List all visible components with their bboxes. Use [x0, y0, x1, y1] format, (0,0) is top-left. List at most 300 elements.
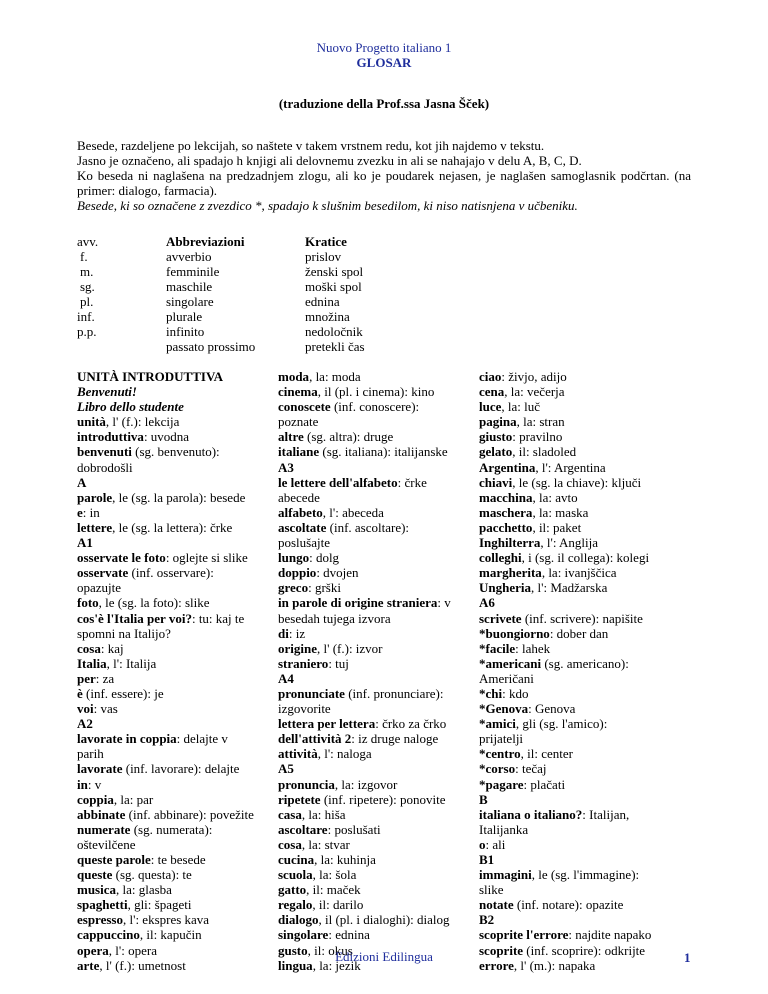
glossary-entry — [278, 686, 468, 701]
entry-translation: (inf. notare): opazite — [513, 897, 624, 913]
glossary-entry: opazujte — [77, 580, 122, 596]
entry-translation: , la: par — [113, 791, 154, 807]
entry-translation: , gli (sg. l'amico): — [515, 716, 608, 732]
entry-translation: , il: paket — [532, 519, 582, 535]
entry-headword: lavorate — [77, 761, 123, 777]
entry-headword: o — [479, 836, 486, 852]
glossary-entry: B2 — [479, 912, 495, 928]
glossary-entry: poslušajte — [278, 535, 330, 551]
entry-translation: : črke — [397, 474, 427, 490]
glossary-entry — [479, 565, 669, 580]
entry-translation: : tu: kaj te — [191, 610, 245, 626]
entry-translation: , l' (f.): umetnost — [99, 957, 186, 973]
abbreviation-cell: m. — [80, 264, 94, 279]
entry-translation: (inf. scrivere): napišite — [521, 610, 643, 626]
entry-translation: , l': Italija — [106, 655, 157, 671]
glossary-entry — [479, 716, 669, 731]
glossary-entry: spomni na Italijo? — [77, 625, 171, 641]
entry-translation: , l': Anglija — [540, 535, 598, 551]
glossary-entry — [77, 761, 267, 776]
abbreviation-italian-column — [166, 234, 255, 354]
entry-translation: (sg. questa): te — [112, 867, 192, 883]
abbreviation-cell: singolare — [166, 294, 214, 309]
entry-headword: origine — [278, 640, 317, 656]
entry-translation: , l': abeceda — [322, 504, 384, 520]
glossary-entry — [479, 550, 669, 565]
entry-headword: *buongiorno — [479, 625, 550, 641]
kratice-header: Kratice — [305, 234, 347, 249]
entry-headword: gatto — [278, 882, 307, 898]
entry-headword: lettera per lettera — [278, 716, 376, 732]
glossary-entry — [479, 641, 669, 656]
glossary-entry: A5 — [278, 761, 294, 777]
entry-translation: : pravilno — [512, 429, 563, 445]
entry-translation: : iz druge naloge — [351, 731, 439, 747]
glossary-entry: B1 — [479, 852, 495, 867]
entry-translation: : za — [95, 670, 115, 686]
entry-translation: , la: stran — [516, 414, 565, 430]
entry-headword: casa — [278, 806, 302, 822]
abbreviation-cell: nedoločnik — [305, 324, 363, 339]
entry-headword: osservate le foto — [77, 550, 166, 566]
glossary-entry — [479, 535, 669, 550]
abbreviation-slovene-column — [305, 234, 365, 354]
entry-translation: , il: sladoled — [512, 444, 577, 460]
abbreviation-cell: pretekli čas — [305, 339, 365, 354]
entry-headword: luce — [479, 399, 502, 415]
abbreviation-cell: femminile — [166, 264, 220, 279]
glossary-entry — [77, 701, 267, 716]
entry-headword: Argentina — [479, 459, 536, 475]
intro-line: Ko beseda ni naglašena na predzadnjem zlogu, ali ko je poudarek nejasen, je naglašen samoglasnik podčrtan. (na primer: dialogo, farmacia). — [77, 168, 691, 198]
entry-headword: numerate — [77, 821, 131, 837]
abbreviation-cell: prislov — [305, 249, 342, 264]
entry-headword: queste — [77, 867, 113, 883]
entry-translation: (inf. ascoltare): — [326, 519, 410, 535]
entry-translation: (sg. altra): druge — [303, 429, 394, 445]
glossary-entry — [278, 641, 468, 656]
entry-translation: : in — [82, 504, 100, 520]
entry-headword: opera — [77, 942, 109, 958]
glossary-entry — [479, 520, 669, 535]
glossary-entry — [77, 927, 267, 942]
abbreviation-cell: ednina — [305, 294, 340, 309]
abbreviation-cell: avverbio — [166, 249, 212, 264]
entry-headword: macchina — [479, 489, 533, 505]
glossary-entry — [479, 414, 669, 429]
glossary-entry — [479, 490, 669, 505]
glossary-entry — [278, 912, 468, 927]
glossary-entry — [479, 777, 669, 792]
glossary-entry — [77, 912, 267, 927]
glossary-entry: Libro dello studente — [77, 399, 184, 415]
entry-headword: doppio — [278, 565, 317, 581]
entry-translation: : delajte v — [176, 731, 228, 747]
entry-headword: benvenuti — [77, 444, 132, 460]
glossary-entry: A3 — [278, 459, 294, 475]
entry-headword: queste parole — [77, 852, 151, 867]
entry-headword: di — [278, 625, 289, 641]
entry-translation: (inf. osservare): — [128, 565, 214, 581]
entry-translation: (inf. lavorare): delajte — [122, 761, 240, 777]
abbreviation-cell: passato prossimo — [166, 339, 256, 354]
entry-translation: , le (sg. la lettera): črke — [112, 519, 233, 535]
abbreviation-cell: ženski spol — [305, 264, 364, 279]
entry-translation: , la: stvar — [301, 836, 350, 852]
entry-translation: , l' (m.): napaka — [513, 957, 596, 973]
entry-translation: (sg. benvenuto): — [131, 444, 220, 460]
glossary-entry — [278, 792, 468, 807]
intro-line: Besede, ki so označene z zvezdico *, spadajo k slušnim besedilom, ki niso natisnjena v učbeniku. — [77, 198, 578, 213]
abbreviation-cell: moški spol — [305, 279, 362, 294]
entry-headword: *chi — [479, 685, 503, 701]
glossary-entry — [479, 429, 669, 444]
glossary-entry — [278, 580, 468, 595]
glossary-entry — [77, 429, 267, 444]
entry-translation: : kdo — [502, 685, 529, 701]
entry-headword: moda — [278, 369, 310, 384]
abbreviation-short-column — [77, 234, 137, 339]
glossary-entry — [479, 701, 669, 716]
entry-headword: notate — [479, 897, 514, 913]
entry-headword: altre — [278, 429, 304, 445]
glossary-entry: dobrodošli — [77, 459, 133, 475]
entry-translation: : plačati — [523, 776, 566, 792]
glossary-entry — [77, 867, 267, 882]
entry-headword: cosa — [278, 836, 302, 852]
glossary-entry: slike — [479, 882, 504, 898]
glossary-entry — [479, 505, 669, 520]
entry-translation: , l': ekspres kava — [122, 912, 210, 928]
glossary-entry: izgovorite — [278, 701, 331, 717]
entry-headword: dialogo — [278, 912, 319, 928]
entry-translation: , l': naloga — [317, 746, 372, 762]
document-header — [0, 40, 768, 70]
entry-headword: ciao — [479, 369, 502, 384]
intro-line: Jasno je označeno, ali spadajo h knjigi ali delovnemu zvezku in ali se nahajajo v delu A, B, C, D. — [77, 153, 582, 168]
abbreviation-cell: infinito — [166, 324, 205, 339]
glossary-entry — [479, 927, 669, 942]
glossary-entry — [77, 565, 267, 580]
entry-translation: (sg. americano): — [541, 655, 629, 671]
glossary-entry — [77, 444, 267, 459]
entry-translation: (inf. scoprire): odkrijte — [523, 942, 646, 958]
entry-headword: lettere — [77, 519, 113, 535]
entry-headword: parole — [77, 489, 113, 505]
entry-headword: musica — [77, 882, 116, 898]
entry-translation: : dober dan — [549, 625, 609, 641]
abbreviation-cell: f. — [80, 249, 88, 264]
entry-headword: errore — [479, 957, 514, 973]
entry-headword: straniero — [278, 655, 329, 671]
glossary-entry: UNITÀ INTRODUTTIVA — [77, 369, 224, 384]
glossary-entry — [479, 475, 669, 490]
entry-headword: lavorate in coppia — [77, 731, 177, 747]
abbreviation-cell: p.p. — [77, 324, 97, 339]
glossary-entry — [77, 777, 267, 792]
entry-headword: *amici — [479, 716, 516, 732]
entry-translation: : vas — [93, 701, 118, 717]
entry-headword: Ungheria — [479, 580, 531, 596]
entry-translation: : te besede — [150, 852, 206, 867]
glossary-entry: Benvenuti! — [77, 384, 137, 400]
glossary-entry — [77, 792, 267, 807]
glossary-entry: oštevilčene — [77, 836, 136, 852]
entry-headword: conoscete — [278, 399, 331, 415]
glossary-entry — [479, 369, 669, 384]
entry-translation: : v — [87, 776, 102, 792]
glossary-entry — [479, 384, 669, 399]
glossary-entry: A2 — [77, 716, 93, 732]
glossary-entry: A6 — [479, 595, 495, 611]
entry-headword: *facile — [479, 640, 516, 656]
entry-translation: : oglejte si slike — [165, 550, 248, 566]
entry-translation: : grški — [308, 580, 341, 596]
glossary-entry — [77, 671, 267, 686]
entry-headword: lingua — [278, 957, 313, 973]
entry-headword: arte — [77, 957, 100, 973]
entry-headword: dell'attività 2 — [278, 731, 352, 747]
glossary-entry — [77, 882, 267, 897]
glossary-entry: abecede — [278, 489, 320, 505]
entry-translation: , la: šola — [312, 867, 357, 883]
glossary-entry — [278, 475, 468, 490]
entry-headword: scoprite — [479, 942, 524, 958]
entry-headword: introduttiva — [77, 429, 144, 445]
entry-translation: : kaj — [100, 640, 124, 656]
glossary-entry — [479, 611, 669, 626]
glossary-entry — [479, 761, 669, 776]
entry-translation: , l': Argentina — [535, 459, 606, 475]
entry-headword: osservate — [77, 565, 129, 581]
entry-headword: cucina — [278, 852, 315, 867]
glossary-entry — [278, 897, 468, 912]
entry-translation: , la: glasba — [116, 882, 172, 898]
entry-headword: italiana o italiano? — [479, 806, 583, 822]
glossary-entry — [278, 777, 468, 792]
glossary-title: GLOSAR — [356, 55, 412, 70]
entry-headword: scoprite l'errore — [479, 927, 569, 943]
entry-translation: , la: izgovor — [334, 776, 398, 792]
entry-headword: scuola — [278, 867, 313, 883]
glossary-entry — [278, 444, 468, 459]
page-number: 1 — [684, 950, 691, 965]
abbreviation-cell: maschile — [166, 279, 213, 294]
glossary-entry — [77, 656, 267, 671]
glossary-entry — [77, 611, 267, 626]
glossary-entry — [77, 490, 267, 505]
glossary-entry — [278, 731, 468, 746]
glossary-entry — [479, 626, 669, 641]
entry-translation: , il: maček — [306, 882, 361, 898]
glossary-column-1 — [77, 369, 267, 973]
entry-translation: : ali — [485, 836, 506, 852]
entry-headword: in parole di origine straniera — [278, 595, 438, 611]
entry-headword: voi — [77, 701, 94, 717]
glossary-entry — [479, 656, 669, 671]
entry-translation: , la: moda — [309, 369, 361, 384]
entry-translation: : najdite napako — [568, 927, 652, 943]
entry-headword: attività — [278, 746, 318, 762]
entry-headword: gelato — [479, 444, 513, 460]
entry-translation: : črko za črko — [375, 716, 447, 732]
entry-headword: per — [77, 670, 96, 686]
glossary-entry — [77, 897, 267, 912]
glossary-entry — [278, 852, 468, 867]
entry-translation: , la: avto — [532, 489, 578, 505]
glossary-entry — [278, 807, 468, 822]
glossary-entry — [77, 505, 267, 520]
entry-headword: *centro — [479, 746, 521, 762]
entry-translation: , l': opera — [108, 942, 157, 958]
entry-headword: greco — [278, 580, 309, 596]
entry-headword: espresso — [77, 912, 123, 928]
entry-translation: , la: jezik — [312, 957, 361, 973]
publisher-footer: Edizioni Edilingua — [335, 949, 433, 964]
entry-headword: pronuncia — [278, 776, 335, 792]
entry-headword: cappuccino — [77, 927, 140, 943]
abbreviation-cell: avv. — [77, 234, 99, 249]
entry-translation: : dvojen — [316, 565, 359, 581]
glossary-entry — [278, 656, 468, 671]
entry-translation: , il: center — [520, 746, 573, 762]
entry-headword: pacchetto — [479, 519, 533, 535]
entry-headword: scrivete — [479, 610, 522, 626]
entry-headword: immagini — [479, 867, 532, 883]
glossary-entry — [77, 822, 267, 837]
entry-translation: , il: kapučin — [139, 927, 202, 943]
entry-headword: in — [77, 776, 88, 792]
entry-translation: (sg. italiana): italijanske — [319, 444, 448, 460]
glossary-entry — [278, 429, 468, 444]
entry-headword: *Genova — [479, 701, 529, 717]
glossary-entry: poznate — [278, 414, 319, 430]
glossary-entry — [278, 867, 468, 882]
entry-headword: ripetete — [278, 791, 321, 807]
entry-translation: , la: luč — [501, 399, 541, 415]
glossary-entry — [278, 399, 468, 414]
glossary-entry — [479, 807, 669, 822]
entry-headword: italiane — [278, 444, 320, 460]
glossary-entry — [278, 837, 468, 852]
entry-translation: : lahek — [515, 640, 551, 656]
entry-translation: , la: večerja — [504, 384, 565, 400]
entry-headword: maschera — [479, 504, 533, 520]
entry-translation: , la: maska — [532, 504, 589, 520]
glossary-entry — [77, 550, 267, 565]
entry-headword: pagina — [479, 414, 517, 430]
glossary-entry — [479, 686, 669, 701]
translator-credit: (traduzione della Prof.ssa Jasna Šček) — [278, 96, 490, 111]
glossary-entry — [278, 384, 468, 399]
glossary-entry: A — [77, 474, 87, 490]
entry-headword: *pagare — [479, 776, 524, 792]
glossary-entry — [479, 837, 669, 852]
glossary-entry — [77, 807, 267, 822]
entry-headword: Italia — [77, 655, 107, 671]
entry-translation: , la: hiša — [301, 806, 346, 822]
entry-translation: , il: darilo — [312, 897, 364, 913]
entry-headword: cena — [479, 384, 505, 400]
entry-headword: è — [77, 685, 83, 701]
entry-headword: *americani — [479, 655, 542, 671]
glossary-entry — [77, 414, 267, 429]
entry-translation: , l' (f.): izvor — [317, 640, 383, 656]
glossary-entry — [77, 641, 267, 656]
abbreviations-header: Abbreviazioni — [166, 234, 245, 249]
entry-translation: : v — [437, 595, 451, 611]
entry-translation: , gli: špageti — [127, 897, 192, 913]
abbreviation-cell: množina — [305, 309, 350, 324]
entry-translation: , le (sg. la chiave): ključi — [512, 474, 642, 490]
entry-translation: (inf. essere): je — [82, 685, 164, 701]
glossary-entry: A1 — [77, 535, 93, 551]
intro-line: Besede, razdeljene po lekcijah, so naštete v takem vrstnem redu, kot jih najdemo v tekstu. — [77, 138, 545, 153]
glossary-entry: Američani — [479, 670, 534, 686]
glossary-entry: B — [479, 791, 488, 807]
glossary-entry — [77, 520, 267, 535]
entry-headword: abbinate — [77, 806, 126, 822]
abbreviation-cell: inf. — [77, 309, 95, 324]
glossary-entry — [278, 882, 468, 897]
glossary-entry — [278, 746, 468, 761]
entry-headword: gusto — [278, 942, 308, 958]
entry-headword: le lettere dell'alfabeto — [278, 474, 398, 490]
entry-headword: unità — [77, 414, 106, 430]
glossary-entry: A4 — [278, 670, 294, 686]
entry-translation: (inf. ripetere): ponovite — [320, 791, 446, 807]
entry-translation: : tečaj — [515, 761, 547, 777]
entry-translation: : poslušati — [327, 821, 381, 837]
entry-translation: , la: kuhinja — [314, 852, 376, 867]
entry-translation: : dolg — [309, 550, 340, 566]
entry-headword: foto — [77, 595, 99, 611]
entry-headword: cinema — [278, 384, 318, 400]
glossary-entry: besedah tujega izvora — [278, 610, 391, 626]
entry-translation: : živjo, adijo — [501, 369, 567, 384]
entry-translation: , il (pl. i dialoghi): dialog — [318, 912, 450, 928]
entry-translation: (inf. conoscere): — [330, 399, 420, 415]
entry-headword: lungo — [278, 550, 310, 566]
entry-translation: , l' (f.): lekcija — [105, 414, 180, 430]
glossary-entry — [278, 550, 468, 565]
entry-headword: ascoltare — [278, 821, 328, 837]
glossary-entry — [77, 852, 267, 867]
entry-headword: pronunciate — [278, 685, 345, 701]
entry-translation: : tuj — [328, 655, 349, 671]
entry-headword: e — [77, 504, 83, 520]
entry-headword: cosa — [77, 640, 101, 656]
entry-headword: ascoltate — [278, 519, 327, 535]
entry-translation: , i (sg. il collega): kolegi — [521, 550, 650, 566]
entry-translation: (inf. pronunciare): — [344, 685, 444, 701]
glossary-entry — [278, 520, 468, 535]
glossary-entry — [479, 580, 669, 595]
entry-translation: (sg. numerata): — [130, 821, 213, 837]
intro-text — [77, 138, 691, 213]
entry-headword: spaghetti — [77, 897, 128, 913]
book-title: Nuovo Progetto italiano 1 — [316, 40, 452, 55]
entry-headword: *corso — [479, 761, 516, 777]
glossary-entry — [77, 731, 267, 746]
entry-headword: chiavi — [479, 474, 513, 490]
entry-translation: : iz — [288, 625, 306, 641]
glossary-entry: parih — [77, 746, 104, 762]
entry-translation: : ednina — [328, 927, 370, 943]
glossary-entry — [278, 927, 468, 942]
glossary-entry: prijatelji — [479, 731, 524, 747]
glossary-entry — [278, 626, 468, 641]
